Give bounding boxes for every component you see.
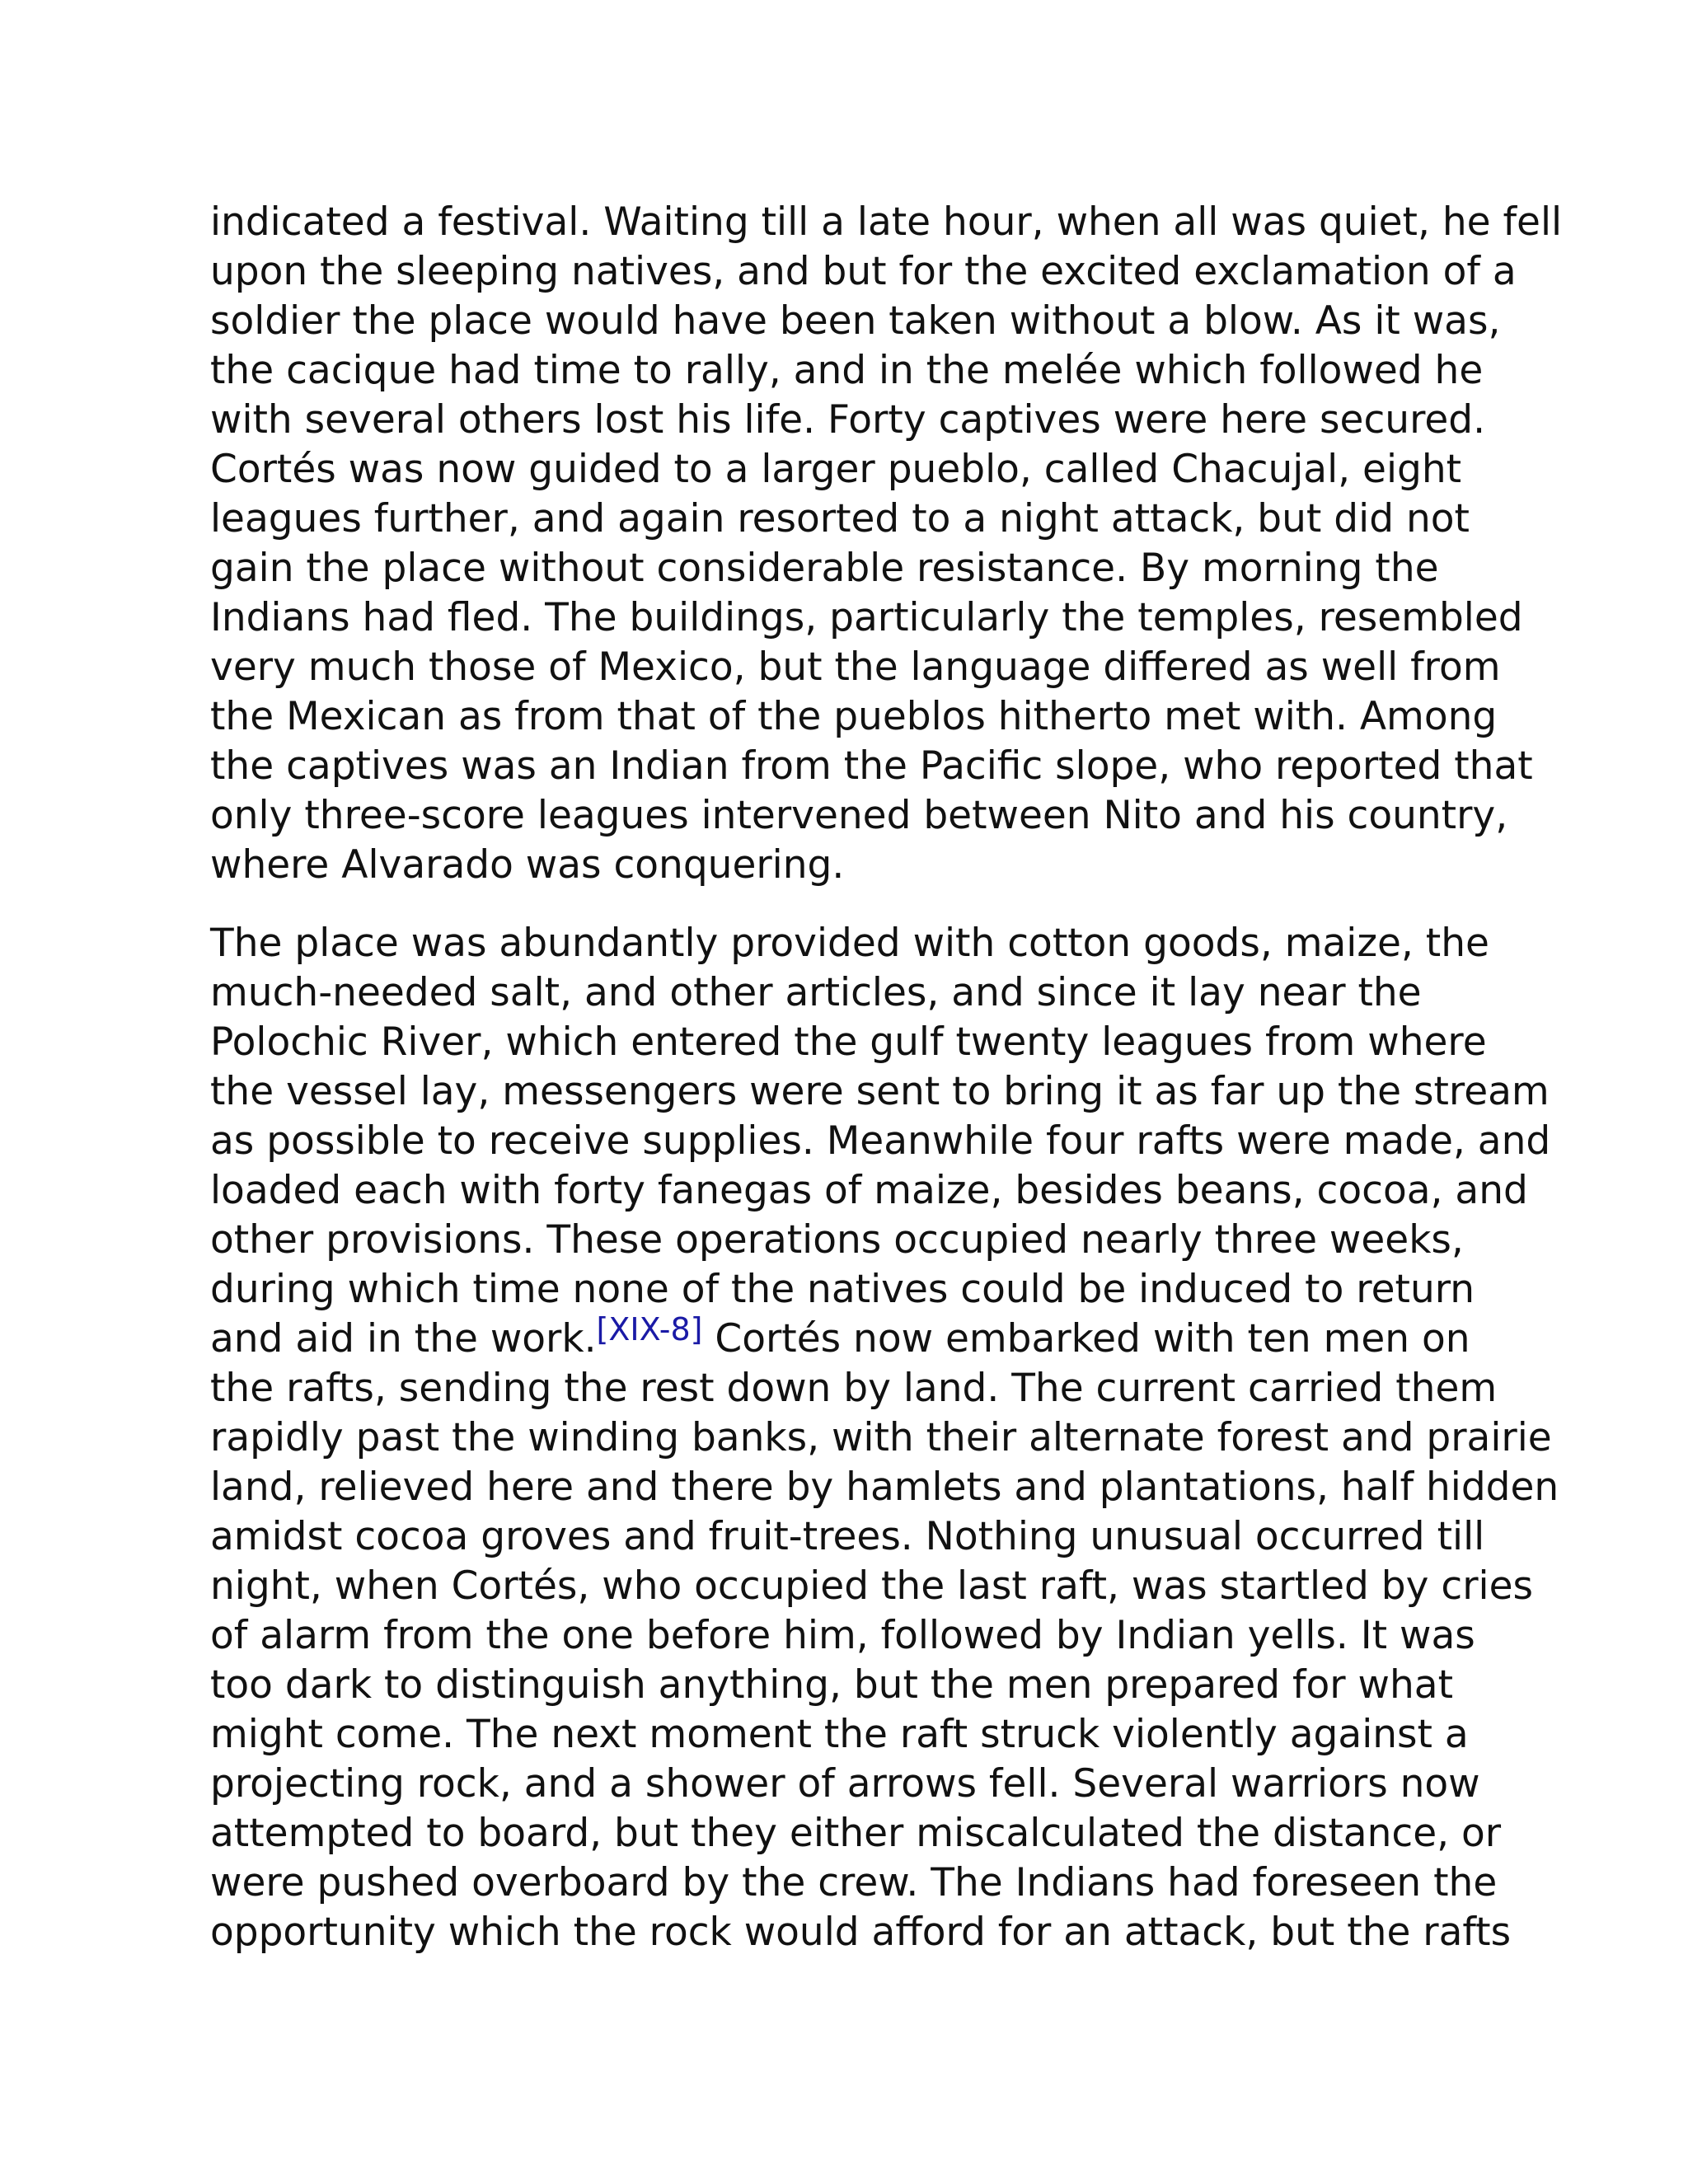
text-fragment: Cortés now embarked with ten men on (702, 1316, 1470, 1361)
text-line: leagues further, and again resorted to a night attack, but did not (210, 496, 1470, 541)
text-line: too dark to distinguish anything, but the men prepared for what (210, 1662, 1454, 1708)
text-line: were pushed overboard by the crew. The Indians had foreseen the (210, 1860, 1498, 1905)
text-line: where Alvarado was conquering. (210, 842, 845, 888)
footnote-link[interactable]: [XIX-8] (596, 1311, 703, 1347)
text-line: amidst cocoa groves and fruit-trees. Nothing unusual occurred till (210, 1514, 1485, 1559)
text-line: night, when Cortés, who occupied the last raft, was startled by cries (210, 1563, 1534, 1609)
text-line: Indians had fled. The buildings, particularly the temples, resembled (210, 595, 1523, 640)
text-line: the rafts, sending the rest down by land. The current carried them (210, 1366, 1498, 1411)
text-line: much-needed salt, and other articles, and since it lay near the (210, 970, 1422, 1015)
text-line: might come. The next moment the raft struck violently against a (210, 1712, 1469, 1757)
text-line-with-footnote (210, 1311, 1504, 1364)
text-line: the captives was an Indian from the Pacific slope, who reported that (210, 743, 1533, 789)
page-body (210, 198, 1563, 1957)
text-line: opportunity which the rock would afford for an attack, but the rafts (210, 1910, 1512, 1955)
text-line: rapidly past the winding banks, with their alternate forest and prairie (210, 1415, 1552, 1460)
text-line: with several others lost his life. Forty captives were here secured. (210, 397, 1486, 443)
text-line: only three-score leagues intervened between Nito and his country, (210, 793, 1508, 838)
text-line: as possible to receive supplies. Meanwhile four rafts were made, and (210, 1118, 1551, 1164)
text-line: land, relieved here and there by hamlets and plantations, half hidden (210, 1465, 1559, 1510)
text-fragment: and aid in the work. (210, 1316, 597, 1361)
text-line: indicated a festival. Waiting till a late hour, when all was quiet, he fell (210, 199, 1563, 245)
text-line: projecting rock, and a shower of arrows fell. Several warriors now (210, 1761, 1480, 1807)
text-line: upon the sleeping natives, and but for the excited exclamation of a (210, 249, 1517, 294)
paragraph-2 (210, 919, 1559, 1957)
text-line: during which time none of the natives could be induced to return (210, 1267, 1475, 1312)
text-line: soldier the place would have been taken without a blow. As it was, (210, 298, 1501, 344)
text-line: the vessel lay, messengers were sent to bring it as far up the stream (210, 1069, 1550, 1114)
text-line: Polochic River, which entered the gulf twenty leagues from where (210, 1019, 1487, 1065)
text-line: other provisions. These operations occupied nearly three weeks, (210, 1217, 1464, 1263)
paragraph-1 (210, 198, 1563, 890)
text-line: The place was abundantly provided with cotton goods, maize, the (210, 921, 1489, 966)
text-line: very much those of Mexico, but the language differed as well from (210, 644, 1501, 690)
text-line: the Mexican as from that of the pueblos hitherto met with. Among (210, 694, 1498, 739)
text-line: attempted to board, but they either miscalculated the distance, or (210, 1811, 1502, 1856)
text-line: Cortés was now guided to a larger pueblo, called Chacujal, eight (210, 447, 1462, 492)
text-line: loaded each with forty fanegas of maize, besides beans, cocoa, and (210, 1168, 1528, 1213)
text-line: of alarm from the one before him, followed by Indian yells. It was (210, 1613, 1475, 1658)
text-line: the cacique had time to rally, and in the melée which followed he (210, 348, 1484, 393)
text-line: gain the place without considerable resistance. By morning the (210, 546, 1439, 591)
